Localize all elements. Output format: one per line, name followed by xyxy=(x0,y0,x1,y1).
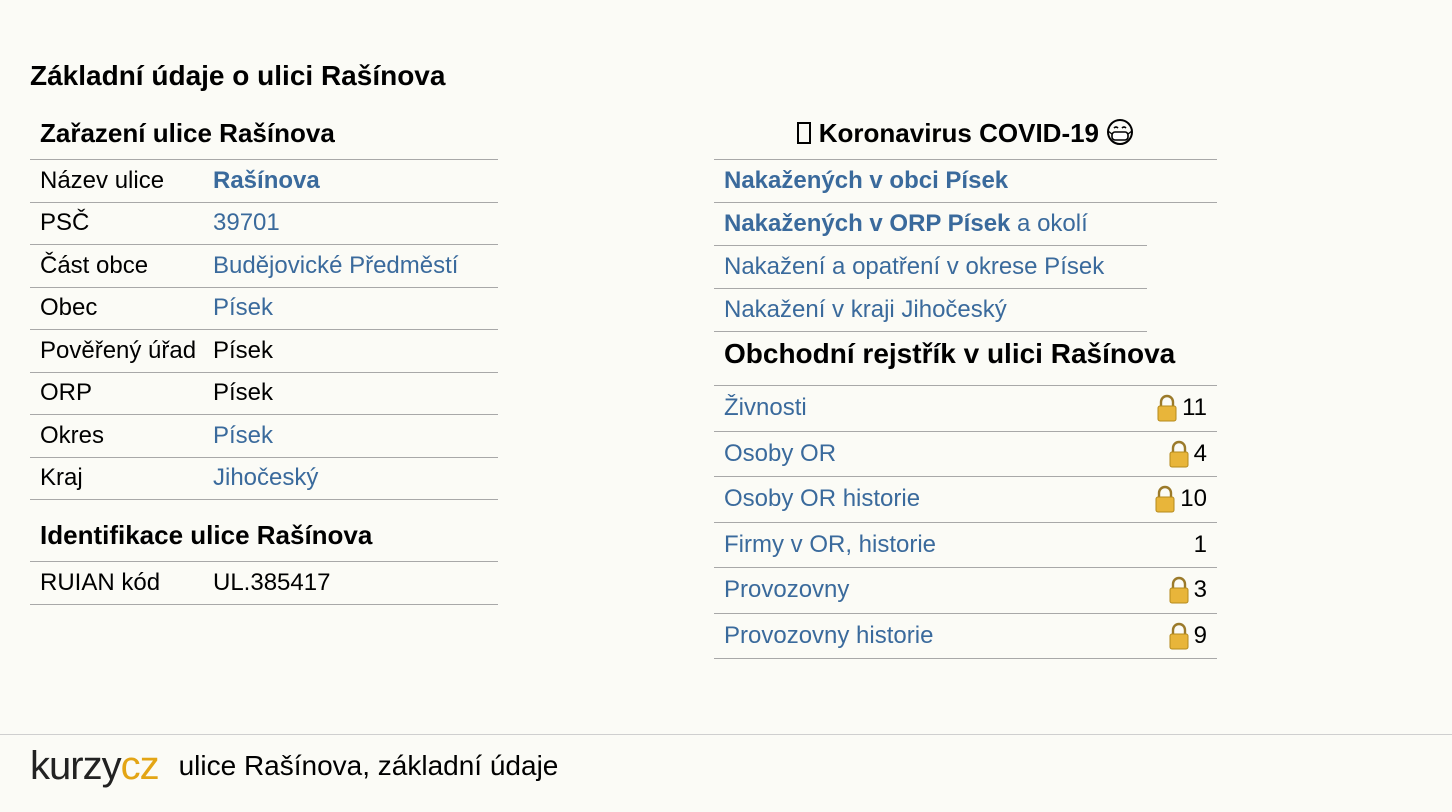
row-value[interactable]: Budějovické Předměstí xyxy=(213,251,459,279)
covid-link-text: Nakažení a opatření v okrese Písek xyxy=(724,253,1105,280)
covid-link-bold: Nakažených v ORP Písek xyxy=(724,210,1011,237)
street-info-panel xyxy=(30,112,498,605)
lock-icon[interactable] xyxy=(1168,576,1190,604)
row-value: Písek xyxy=(213,379,274,407)
register-link[interactable]: Firmy v OR, historie xyxy=(724,530,937,558)
register-link[interactable]: Provozovny historie xyxy=(724,621,934,649)
register-link[interactable]: Osoby OR historie xyxy=(724,485,921,513)
classification-table xyxy=(30,160,498,500)
register-count-value: 3 xyxy=(1193,576,1207,604)
row-key: Pověřený úřad xyxy=(40,336,197,364)
register-row xyxy=(714,432,1217,478)
covid-link-row xyxy=(714,246,1147,289)
row-value[interactable]: Rašínova xyxy=(213,166,320,194)
table-row xyxy=(30,245,498,288)
covid-link-text: a okolí xyxy=(1010,210,1088,237)
register-count xyxy=(1154,485,1207,513)
register-count xyxy=(1168,576,1207,604)
covid-link[interactable] xyxy=(724,210,1088,238)
register-count xyxy=(1168,622,1207,650)
register-count xyxy=(1168,440,1207,468)
page-title: Základní údaje o ulici Rašínova xyxy=(30,60,446,91)
register-count-value: 9 xyxy=(1193,621,1207,649)
register-count xyxy=(1156,394,1207,422)
register-link[interactable]: Živnosti xyxy=(724,394,807,422)
table-row xyxy=(30,160,498,203)
register-row xyxy=(714,523,1217,569)
row-key: Kraj xyxy=(40,464,83,492)
row-value[interactable]: Jihočeský xyxy=(213,464,319,492)
kurzy-logo[interactable]: kurzycz xyxy=(30,743,159,788)
lock-icon[interactable] xyxy=(1168,622,1190,650)
business-register-heading: Obchodní rejstřík v ulici Rašínova xyxy=(714,332,1217,386)
table-row xyxy=(30,562,498,605)
row-key: Okres xyxy=(40,421,105,449)
table-row xyxy=(30,330,498,373)
covid-links xyxy=(714,160,1217,332)
register-count xyxy=(1194,531,1207,559)
register-link[interactable]: Provozovny xyxy=(724,576,850,604)
register-count-value: 1 xyxy=(1193,530,1207,558)
row-value[interactable]: Písek xyxy=(213,421,274,449)
covid-heading-text: Koronavirus COVID-19 xyxy=(818,118,1100,148)
row-key: PSČ xyxy=(40,209,90,237)
covid-link-row xyxy=(714,289,1147,332)
table-row xyxy=(30,373,498,416)
register-link[interactable]: Osoby OR xyxy=(724,439,837,467)
row-key: Obec xyxy=(40,294,98,322)
lock-icon[interactable] xyxy=(1156,394,1178,422)
row-key: RUIAN kód xyxy=(40,568,161,596)
row-key: ORP xyxy=(40,379,93,407)
register-count-value: 4 xyxy=(1193,439,1207,467)
register-row xyxy=(714,568,1217,614)
lock-icon[interactable] xyxy=(1154,485,1176,513)
register-row xyxy=(714,386,1217,432)
footer-divider xyxy=(0,734,1452,735)
row-value[interactable]: Písek xyxy=(213,294,274,322)
face-mask-icon xyxy=(1106,118,1134,146)
footer xyxy=(30,744,558,788)
table-row xyxy=(30,203,498,246)
covid-link-bold: Nakažených v obci Písek xyxy=(724,167,1009,194)
covid-link-row xyxy=(714,203,1147,246)
register-count-value: 11 xyxy=(1182,394,1207,422)
register-row xyxy=(714,614,1217,660)
covid-and-register-panel xyxy=(714,112,1217,659)
identification-heading: Identifikace ulice Rašínova xyxy=(30,500,498,562)
covid-link-text: Nakažení v kraji Jihočeský xyxy=(724,296,1007,323)
row-key: Část obce xyxy=(40,251,149,279)
register-row xyxy=(714,477,1217,523)
covid-link-row xyxy=(714,160,1217,203)
covid-link[interactable] xyxy=(724,296,1007,324)
covid-box-icon xyxy=(797,122,811,144)
footer-text: ulice Rašínova, základní údaje xyxy=(178,750,559,781)
lock-icon[interactable] xyxy=(1168,440,1190,468)
business-register-table xyxy=(714,386,1217,659)
row-value: UL.385417 xyxy=(213,568,331,596)
identification-table xyxy=(30,562,498,605)
covid-heading xyxy=(714,112,1217,160)
row-value: Písek xyxy=(213,336,274,364)
register-count-value: 10 xyxy=(1180,485,1207,513)
table-row xyxy=(30,458,498,501)
covid-link[interactable] xyxy=(724,167,1008,195)
row-value[interactable]: 39701 xyxy=(213,209,280,237)
table-row xyxy=(30,288,498,331)
classification-heading: Zařazení ulice Rašínova xyxy=(30,112,498,160)
covid-link[interactable] xyxy=(724,253,1104,281)
table-row xyxy=(30,415,498,458)
row-key: Název ulice xyxy=(40,166,165,194)
